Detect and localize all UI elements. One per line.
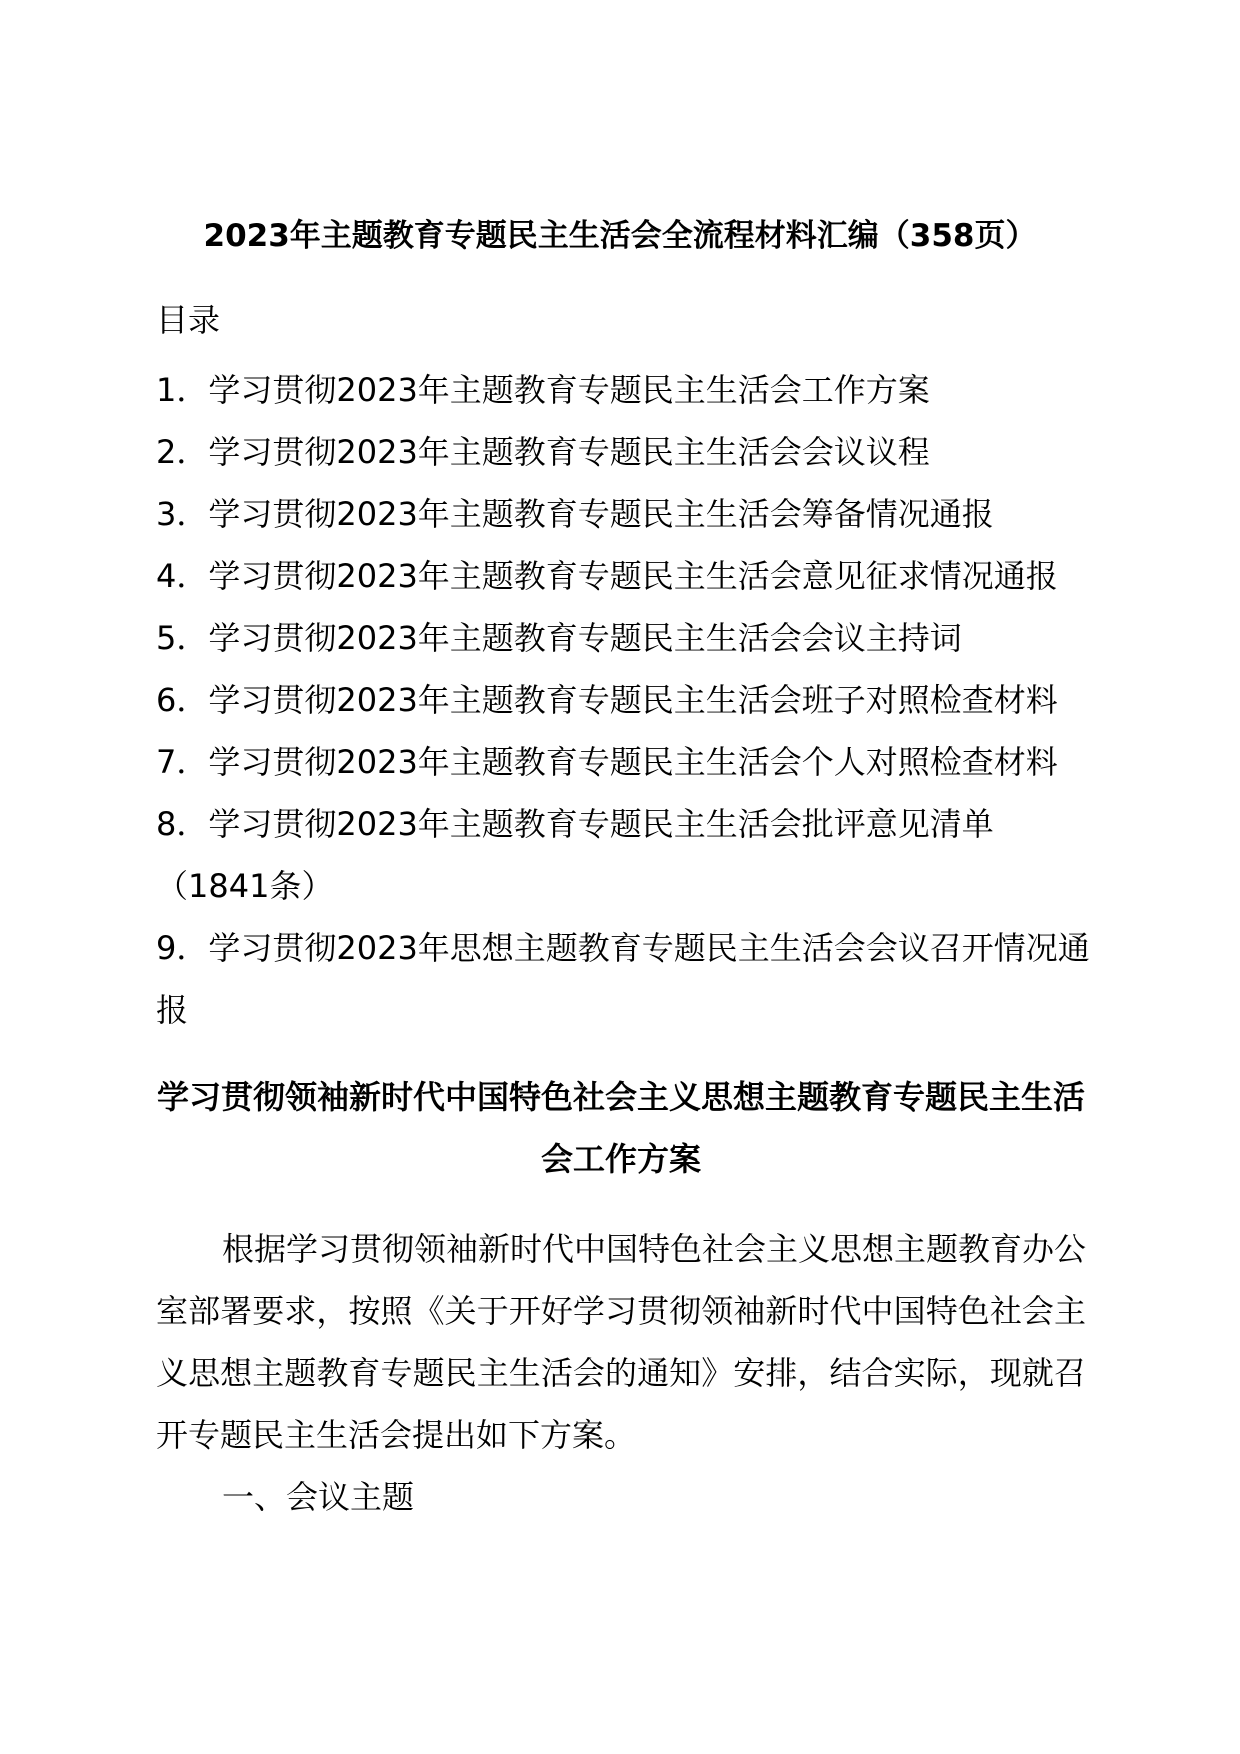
section-subheading: 一、会议主题 — [222, 1478, 415, 1516]
toc-item: 2．学习贯彻2023年主题教育专题民主生活会会议议程 — [156, 433, 930, 471]
toc-item: 8．学习贯彻2023年主题教育专题民主生活会批评意见清单（1841条） — [156, 805, 994, 905]
toc-item: 9．学习贯彻2023年思想主题教育专题民主生活会会议召开情况通报 — [156, 929, 1090, 1029]
toc-item: 3．学习贯彻2023年主题教育专题民主生活会筹备情况通报 — [156, 495, 994, 533]
section-title: 学习贯彻领袖新时代中国特色社会主义思想主题教育专题民主生活会工作方案 — [156, 1078, 1085, 1178]
toc-item: 5．学习贯彻2023年主题教育专题民主生活会会议主持词 — [156, 619, 962, 657]
section-body-paragraph: 根据学习贯彻领袖新时代中国特色社会主义思想主题教育办公室部署要求，按照《关于开好学习贯彻领袖新时代中国特色社会主义思想主题教育专题民主生活会的通知》安排，结合实际，现就召开专题民主生活会提出如下方案。 — [156, 1230, 1087, 1454]
document-title: 2023年主题教育专题民主生活会全流程材料汇编（358页） — [203, 218, 1037, 254]
toc-item: 4．学习贯彻2023年主题教育专题民主生活会意见征求情况通报 — [156, 557, 1058, 595]
toc-item: 1．学习贯彻2023年主题教育专题民主生活会工作方案 — [156, 371, 930, 409]
toc-heading: 目录 — [156, 301, 221, 339]
toc-list — [156, 359, 1096, 1041]
toc-item: 6．学习贯彻2023年主题教育专题民主生活会班子对照检查材料 — [156, 681, 1058, 719]
toc-item: 7．学习贯彻2023年主题教育专题民主生活会个人对照检查材料 — [156, 743, 1058, 781]
